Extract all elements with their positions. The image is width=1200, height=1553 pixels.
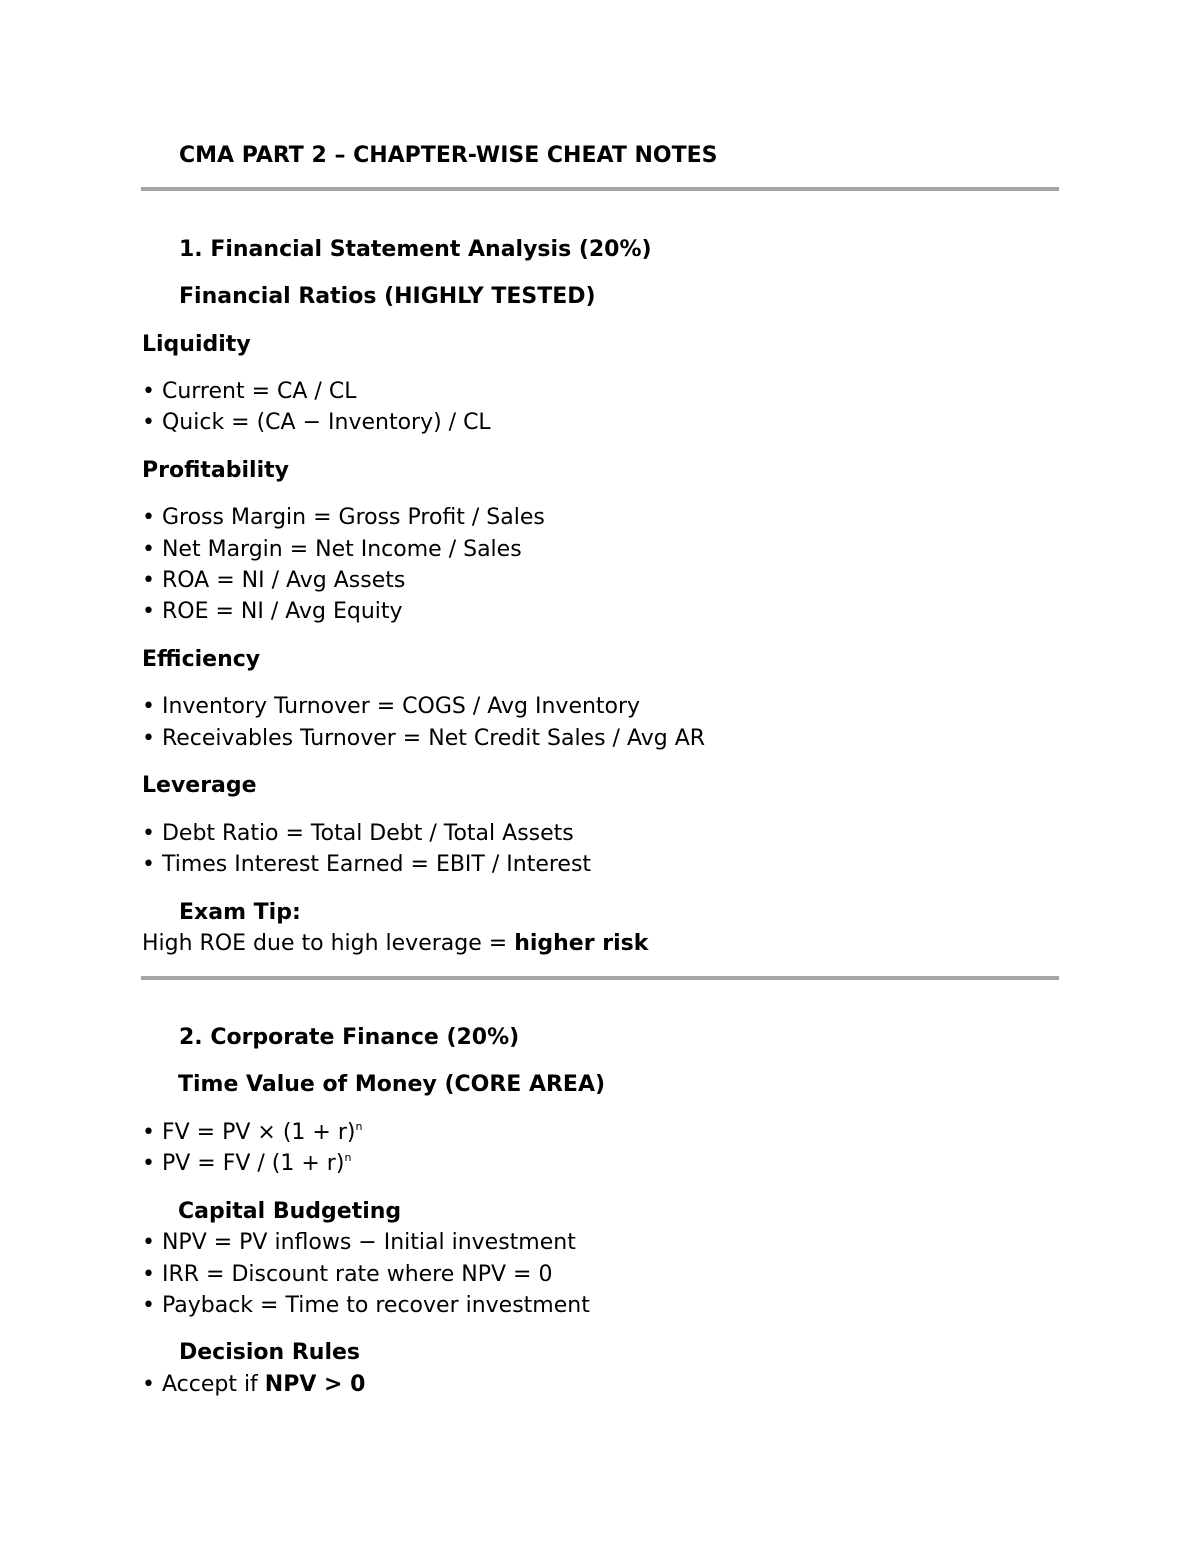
list-item: • Inventory Turnover = COGS / Avg Inventory — [142, 694, 641, 719]
exam-tip-text — [142, 930, 648, 958]
pv-exponent: n — [344, 1151, 352, 1164]
capital-budgeting-heading: Capital Budgeting — [178, 1199, 402, 1224]
decision-rule-emphasis: NPV > 0 — [264, 1372, 366, 1397]
liquidity-heading: Liquidity — [142, 332, 251, 357]
document-title: CMA PART 2 – CHAPTER-WISE CHEAT NOTES — [179, 143, 718, 168]
pv-formula-text: • PV = FV / (1 + r) — [142, 1151, 345, 1176]
list-item: • NPV = PV inflows − Initial investment — [142, 1230, 576, 1255]
section-divider — [141, 976, 1059, 980]
pv-formula — [142, 1150, 351, 1178]
list-item: • Quick = (CA − Inventory) / CL — [142, 410, 491, 435]
list-item: • Gross Margin = Gross Profit / Sales — [142, 505, 545, 530]
leverage-heading: Leverage — [142, 773, 257, 798]
exam-tip-heading: Exam Tip: — [179, 900, 301, 925]
exam-tip-body: High ROE due to high leverage = — [142, 931, 515, 956]
section-divider — [141, 187, 1059, 191]
fv-exponent: n — [355, 1120, 363, 1133]
list-item: • IRR = Discount rate where NPV = 0 — [142, 1262, 553, 1287]
fv-formula-text: • FV = PV × (1 + r) — [142, 1120, 356, 1145]
decision-rules-heading: Decision Rules — [179, 1340, 360, 1365]
decision-rule-text: • Accept if — [142, 1372, 265, 1397]
section-2-title: 2. Corporate Finance (20%) — [179, 1025, 520, 1050]
list-item: • Payback = Time to recover investment — [142, 1293, 590, 1318]
list-item: • Net Margin = Net Income / Sales — [142, 537, 522, 562]
section-1-title: 1. Financial Statement Analysis (20%) — [179, 237, 652, 262]
section-1-subtitle: Financial Ratios (HIGHLY TESTED) — [179, 284, 596, 309]
exam-tip-emphasis: higher risk — [514, 931, 649, 956]
list-item: • Debt Ratio = Total Debt / Total Assets — [142, 821, 574, 846]
tvm-heading: Time Value of Money (CORE AREA) — [178, 1072, 606, 1097]
fv-formula — [142, 1119, 362, 1147]
list-item: • ROA = NI / Avg Assets — [142, 568, 406, 593]
list-item: • Times Interest Earned = EBIT / Interest — [142, 852, 592, 877]
list-item: • Current = CA / CL — [142, 379, 357, 404]
efficiency-heading: Efficiency — [142, 647, 261, 672]
list-item: • Receivables Turnover = Net Credit Sales / Avg AR — [142, 726, 706, 751]
decision-rule-item — [142, 1371, 365, 1399]
profitability-heading: Profitability — [142, 458, 289, 483]
list-item: • ROE = NI / Avg Equity — [142, 599, 403, 624]
